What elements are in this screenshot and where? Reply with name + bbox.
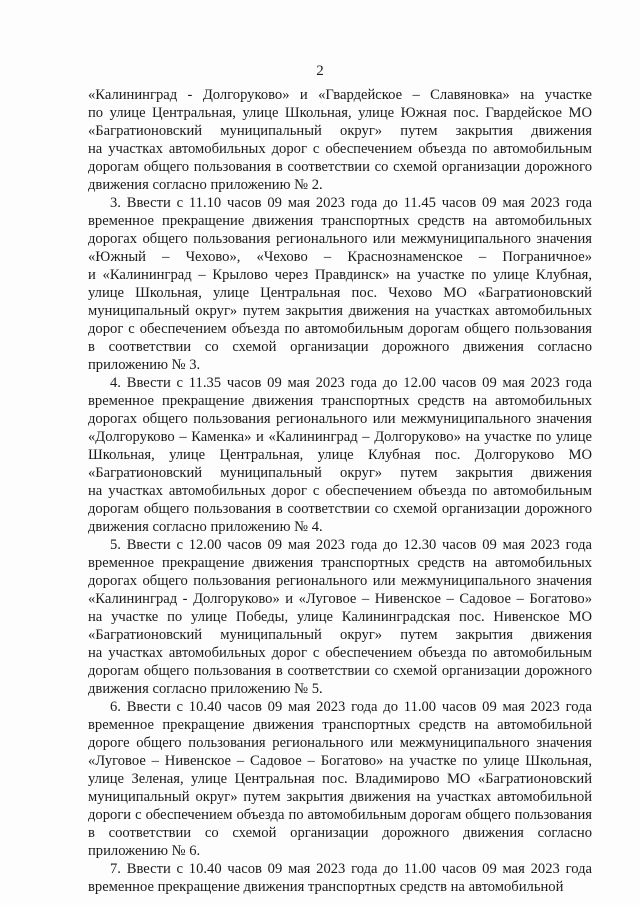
text-line: движения согласно приложению № 4.: [88, 519, 323, 535]
text-line: временное прекращение движения транспортных средств на автомобильной: [88, 879, 564, 895]
text-line: улице Школьная, улице Центральная пос. Чехово МО «Багратионовский: [88, 285, 592, 301]
text-line: 7. Ввести с 10.40 часов 09 мая 2023 года до 11.00 часов 09 мая 2023 года: [110, 861, 592, 877]
text-line: муниципальный округ» путем закрытия движения на участках автомобильных: [88, 303, 592, 319]
text-line: дороге общего пользования регионального или межмуниципального значения: [88, 735, 592, 751]
text-line: дорогам общего пользования в соответствии со схемой организации дорожного: [88, 159, 592, 175]
text-line: на участках автомобильных дорог с обеспечением объезда по автомобильным: [88, 141, 592, 157]
text-line: «Долгоруково – Каменка» и «Калининград – Долгоруково» на участке по улице: [88, 429, 592, 445]
text-line: улице Зеленая, улице Центральная пос. Владимирово МО «Багратионовский: [88, 771, 592, 787]
text-line: движения согласно приложению № 2.: [88, 177, 323, 193]
text-line: 4. Ввести с 11.35 часов 09 мая 2023 года до 12.00 часов 09 мая 2023 года: [110, 375, 592, 391]
text-line: приложению № 3.: [88, 357, 201, 373]
text-line: на участках автомобильных дорог с обеспечением объезда по автомобильным: [88, 483, 592, 499]
text-line: 3. Ввести с 11.10 часов 09 мая 2023 года до 11.45 часов 09 мая 2023 года: [110, 195, 592, 211]
text-line: дорогам общего пользования в соответствии со схемой организации дорожного: [88, 663, 592, 679]
text-line: 6. Ввести с 10.40 часов 09 мая 2023 года до 11.00 часов 09 мая 2023 года: [110, 699, 592, 715]
text-line: временное прекращение движения транспортных средств на автомобильных: [88, 555, 592, 571]
text-line: временное прекращение движения транспортных средств на автомобильных: [88, 393, 592, 409]
text-line: дорогах общего пользования регионального или межмуниципального значения: [88, 411, 592, 427]
text-line: 5. Ввести с 12.00 часов 09 мая 2023 года до 12.30 часов 09 мая 2023 года: [110, 537, 592, 553]
text-line: «Багратионовский муниципальный округ» путем закрытия движения: [88, 465, 592, 481]
text-line: «Багратионовский муниципальный округ» путем закрытия движения: [88, 627, 592, 643]
text-line: муниципальный округ» путем закрытия движения на участках автомобильной: [88, 789, 592, 805]
text-line: дорог с обеспечением объезда по автомобильным дорогам общего пользования: [88, 321, 592, 337]
document-body: [88, 86, 592, 896]
text-line: дороги с обеспечением объезда по автомобильным дорогам общего пользования: [88, 807, 592, 823]
text-line: в соответствии со схемой организации дорожного движения согласно: [88, 339, 592, 355]
text-line: «Калининград - Долгоруково» и «Луговое – Нивенское – Садовое – Богатово»: [88, 591, 592, 607]
text-line: дорогах общего пользования регионального или межмуниципального значения: [88, 573, 592, 589]
text-line: «Южный – Чехово», «Чехово – Краснознаменское – Пограничное»: [88, 249, 592, 265]
text-line: «Багратионовский муниципальный округ» путем закрытия движения: [88, 123, 592, 139]
text-line: движения согласно приложению № 5.: [88, 681, 323, 697]
text-line: Школьная, улице Центральная, улице Клубная пос. Долгоруково МО: [88, 447, 592, 463]
text-line: временное прекращение движения транспортных средств на автомобильных: [88, 213, 592, 229]
text-line: в соответствии со схемой организации дорожного движения согласно: [88, 825, 592, 841]
text-line: и «Калининград – Крылово через Правдинск» на участке по улице Клубная,: [88, 267, 592, 283]
text-line: приложению № 6.: [88, 843, 201, 859]
page-number: 2: [316, 63, 324, 79]
text-line: «Калининград - Долгоруково» и «Гвардейское – Славяновка» на участке: [88, 87, 592, 103]
text-line: дорогам общего пользования в соответствии со схемой организации дорожного: [88, 501, 592, 517]
text-line: временное прекращение движения транспортных средств на автомобильной: [88, 717, 592, 733]
text-line: по улице Центральная, улице Школьная, улице Южная пос. Гвардейское МО: [88, 105, 592, 121]
text-line: на участках автомобильных дорог с обеспечением объезда по автомобильным: [88, 645, 592, 661]
text-line: дорогах общего пользования регионального или межмуниципального значения: [88, 231, 592, 247]
text-line: «Луговое – Нивенское – Садовое – Богатово» на участке по улице Школьная,: [88, 753, 592, 769]
text-line: на участке по улице Победы, улице Калининградская пос. Нивенское МО: [88, 609, 592, 625]
